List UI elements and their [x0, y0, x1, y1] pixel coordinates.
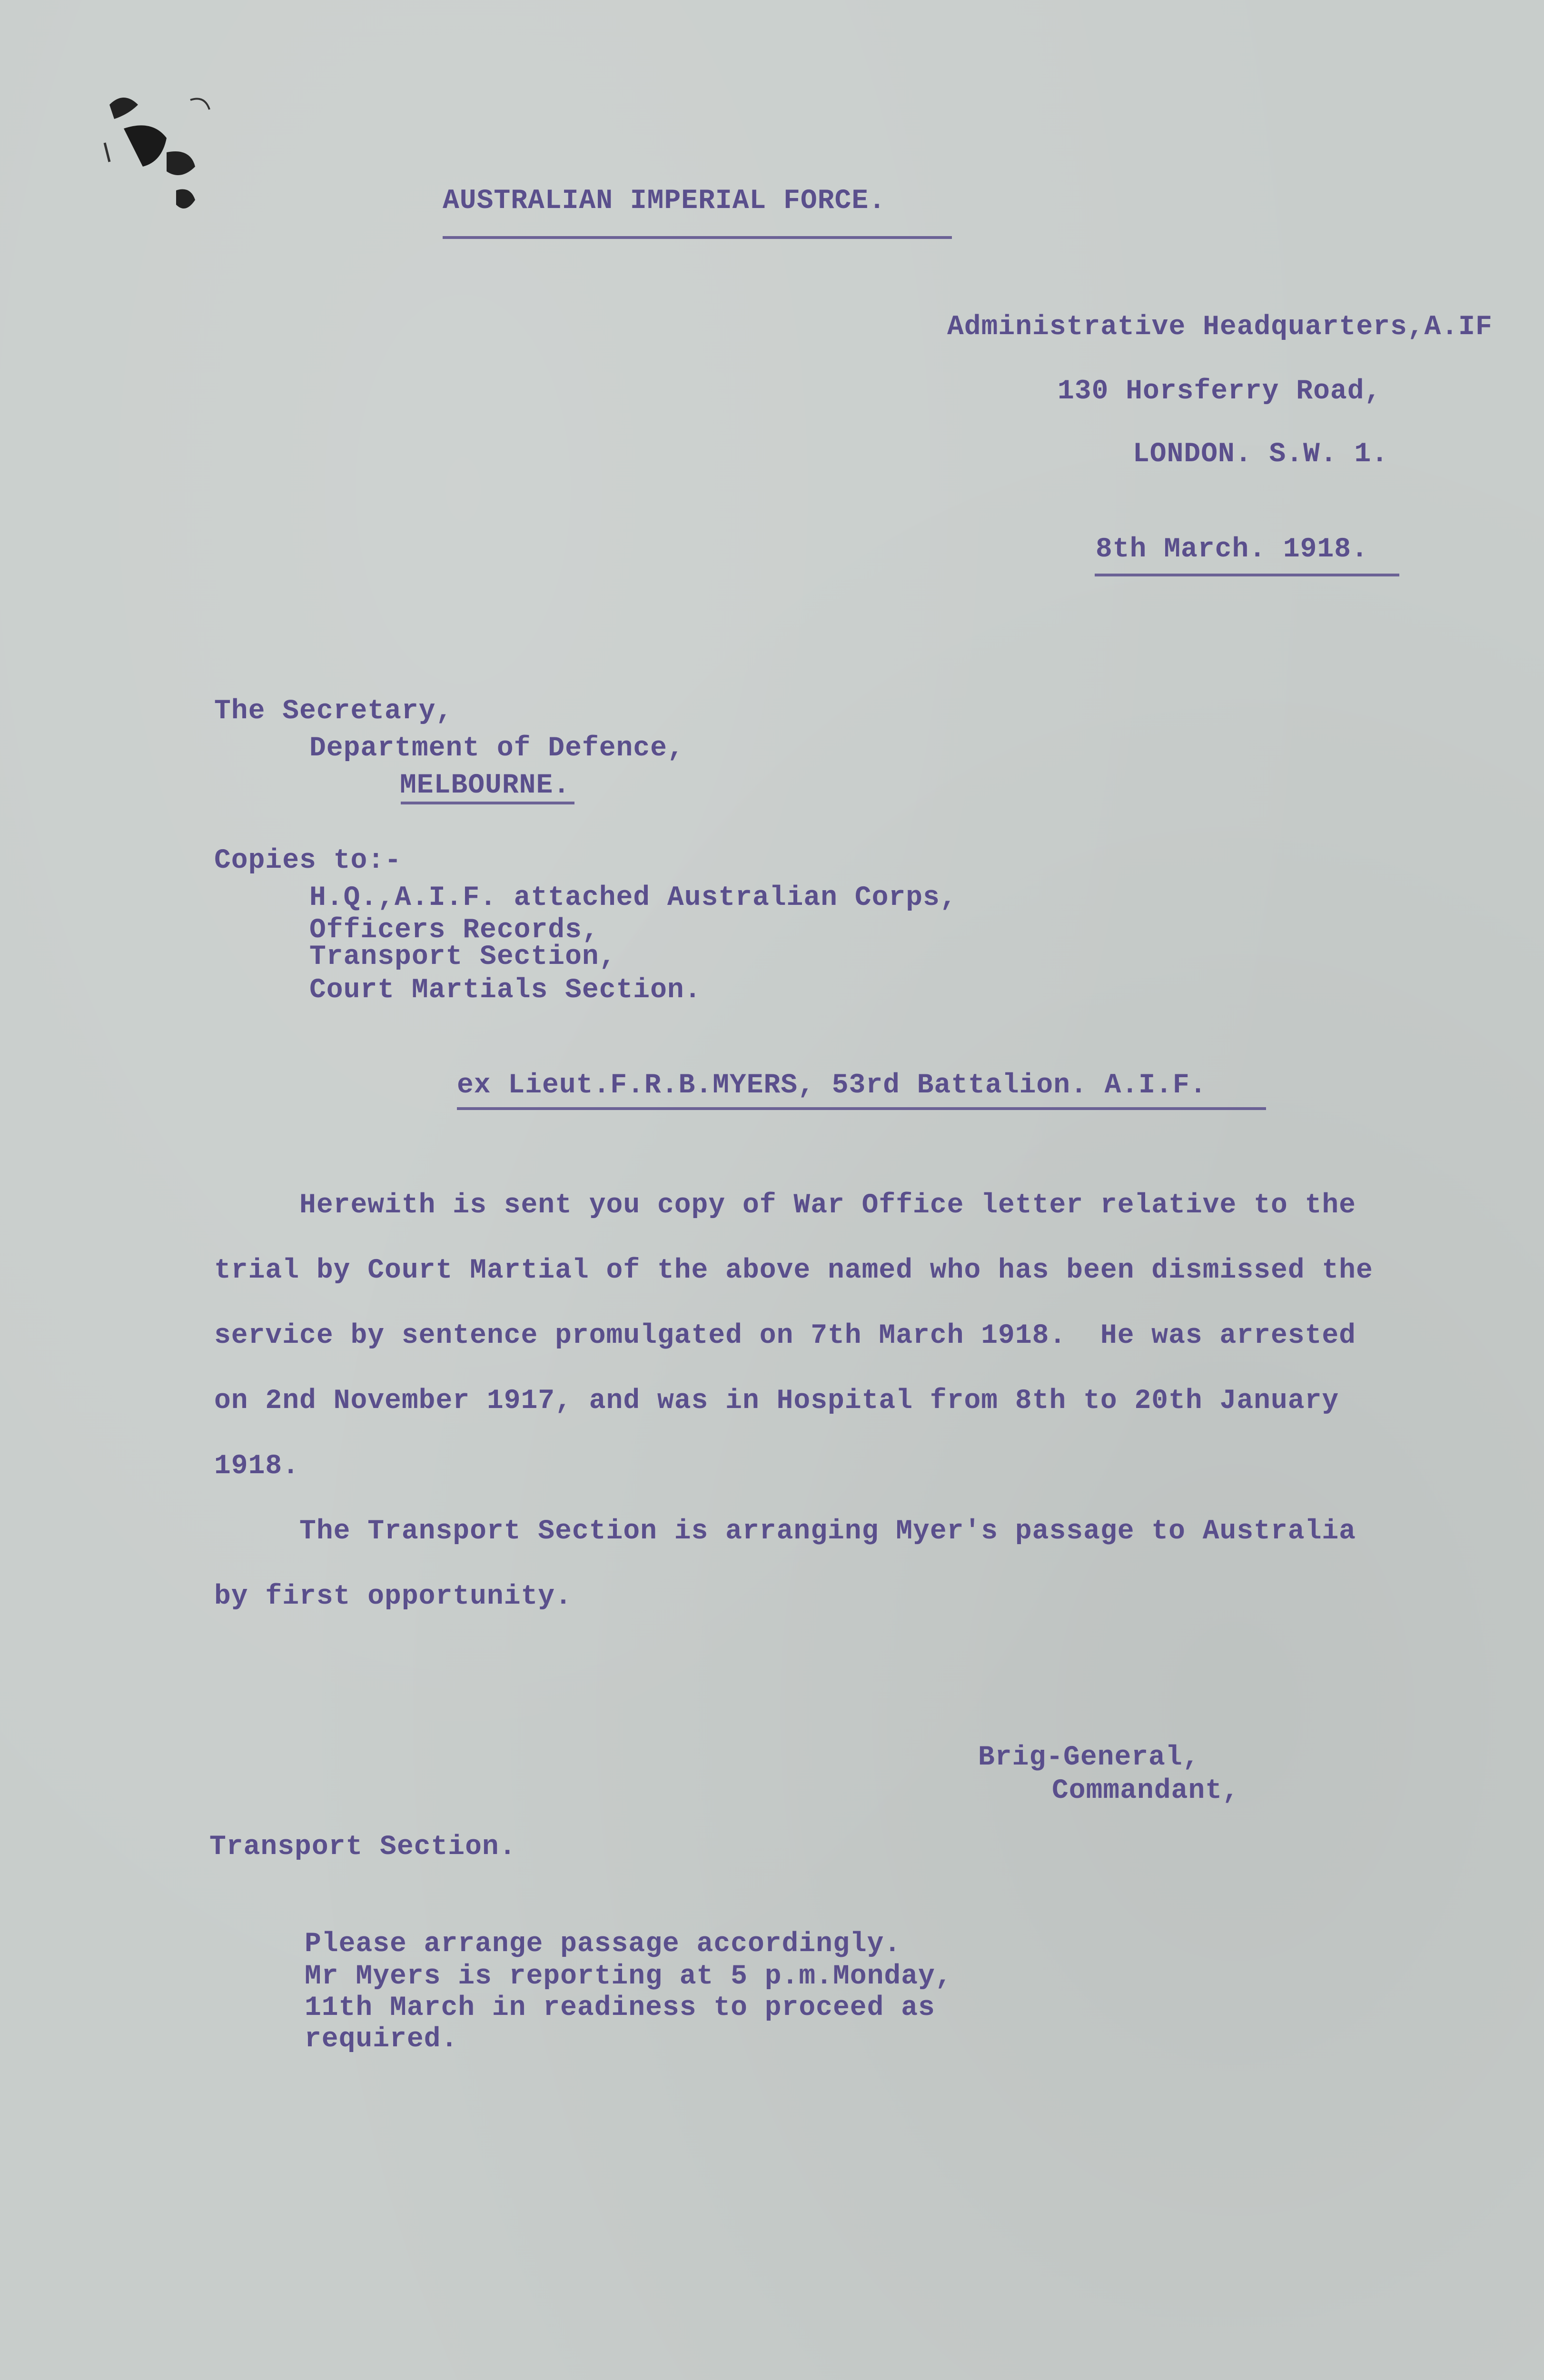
body-line: The Transport Section is arranging Myer's passage to Australia — [214, 1516, 1356, 1547]
transport-note-line: Mr Myers is reporting at 5 p.m.Monday, — [305, 1961, 952, 1992]
signature-rank: Brig-General, — [978, 1742, 1200, 1773]
letter-heading: AUSTRALIAN IMPERIAL FORCE. — [443, 186, 886, 217]
body-line: trial by Court Martial of the above named who has been dismissed the — [214, 1255, 1373, 1286]
body-line: by first opportunity. — [214, 1581, 572, 1612]
body-paragraph-2 — [214, 1516, 1356, 1646]
recipient-line-2: Department of Defence, — [309, 733, 684, 764]
address-line-1: Administrative Headquarters,A.IF — [947, 312, 1493, 343]
body-line: Herewith is sent you copy of War Office letter relative to the — [214, 1190, 1356, 1221]
body-paragraph-1 — [214, 1190, 1373, 1516]
address-line-3: LONDON. S.W. 1. — [1133, 439, 1389, 470]
transport-note-line: 11th March in readiness to proceed as — [305, 1993, 935, 2023]
signature-title: Commandant, — [1052, 1775, 1239, 1806]
copies-item: Transport Section, — [309, 942, 616, 972]
letter-subject: ex Lieut.F.R.B.MYERS, 53rd Battalion. A.I.F. — [457, 1070, 1207, 1101]
body-line: service by sentence promulgated on 7th March 1918. He was arrested — [214, 1320, 1356, 1351]
transport-label: Transport Section. — [209, 1832, 516, 1863]
body-line: 1918. — [214, 1451, 300, 1482]
copies-item: H.Q.,A.I.F. attached Australian Corps, — [309, 883, 957, 913]
recipient-line-3: MELBOURNE. — [400, 770, 571, 801]
subject-underline — [457, 1107, 1266, 1110]
date-underline — [1095, 574, 1399, 576]
copies-label: Copies to:- — [214, 845, 402, 876]
address-line-2: 130 Horsferry Road, — [1058, 376, 1382, 407]
transport-note-line: required. — [305, 2024, 458, 2055]
recipient-city-underline — [401, 802, 574, 804]
letter-date: 8th March. 1918. — [1096, 534, 1368, 565]
ink-stain-mark — [95, 86, 219, 228]
copies-item: Officers Records, — [309, 915, 599, 946]
copies-item: Court Martials Section. — [309, 975, 702, 1006]
recipient-line-1: The Secretary, — [214, 696, 453, 727]
heading-underline — [443, 236, 952, 239]
body-line: on 2nd November 1917, and was in Hospital from 8th to 20th January — [214, 1386, 1339, 1417]
transport-note-line: Please arrange passage accordingly. — [305, 1929, 901, 1960]
